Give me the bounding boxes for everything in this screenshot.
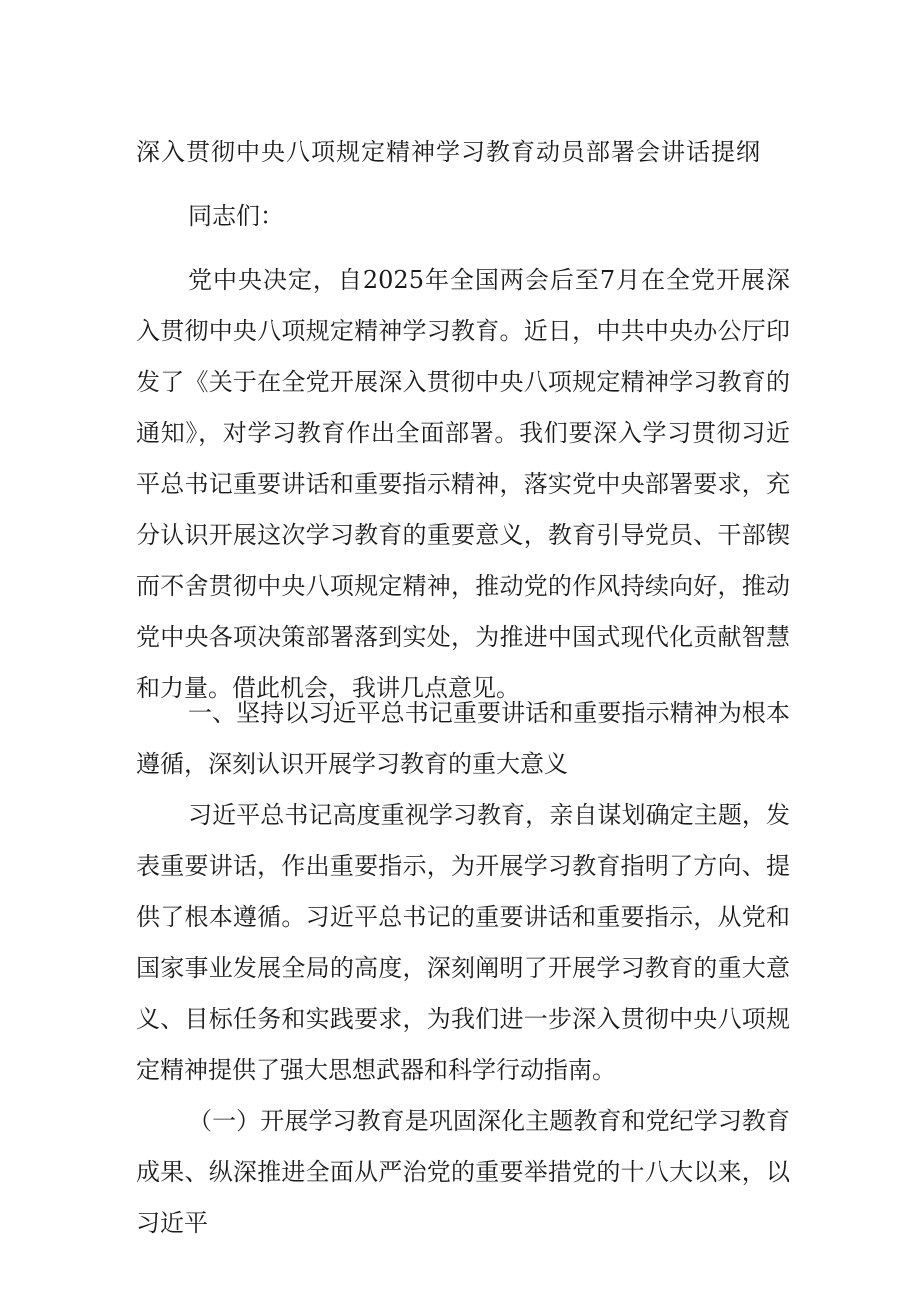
paragraph-intro: 党中央决定，自2025年全国两会后至7月在全党开展深入贯彻中央八项规定精神学习教育。近日，中共中央办公厅印发了《关于在全党开展深入贯彻中央八项规定精神学习教育的通知》，对学习教育作出全面部署。我们要深入学习贯彻习近平总书记重要讲话和重要指示精神，落实党中央部署要求，充分认识开展这次学习教育的重要意义，教育引导党员、干部锲而不舍贯彻中央八项规定精神，推动党的作风持续向好，推动党中央各项决策部署落到实处，为推进中国式现代化贡献智慧和力量。借此机会，我讲几点意见。: [136, 266, 790, 702]
paragraph-section-1: 习近平总书记高度重视学习教育，亲自谋划确定主题，发表重要讲话，作出重要指示，为开展学习教育指明了方向、提供了根本遵循。习近平总书记的重要讲话和重要指示，从党和国家事业发展全局的高度，深刻阐明了开展学习教育的重大意义、目标任务和实践要求，为我们进一步深入贯彻中央八项规定精神提供了强大思想武器和科学行动指南。: [136, 801, 790, 1084]
greeting: 同志们：: [188, 202, 284, 230]
document-title: 深入贯彻中央八项规定精神学习教育动员部署会讲话提纲: [136, 138, 761, 166]
subsection-heading-1: （一）开展学习教育是巩固深化主题教育和党纪学习教育成果、纵深推进全面从严治党的重要举措党的十八大以来，以习近平: [136, 1107, 790, 1237]
section-heading-1: 一、坚持以习近平总书记重要讲话和重要指示精神为根本遵循，深刻认识开展学习教育的重大意义: [136, 699, 790, 778]
